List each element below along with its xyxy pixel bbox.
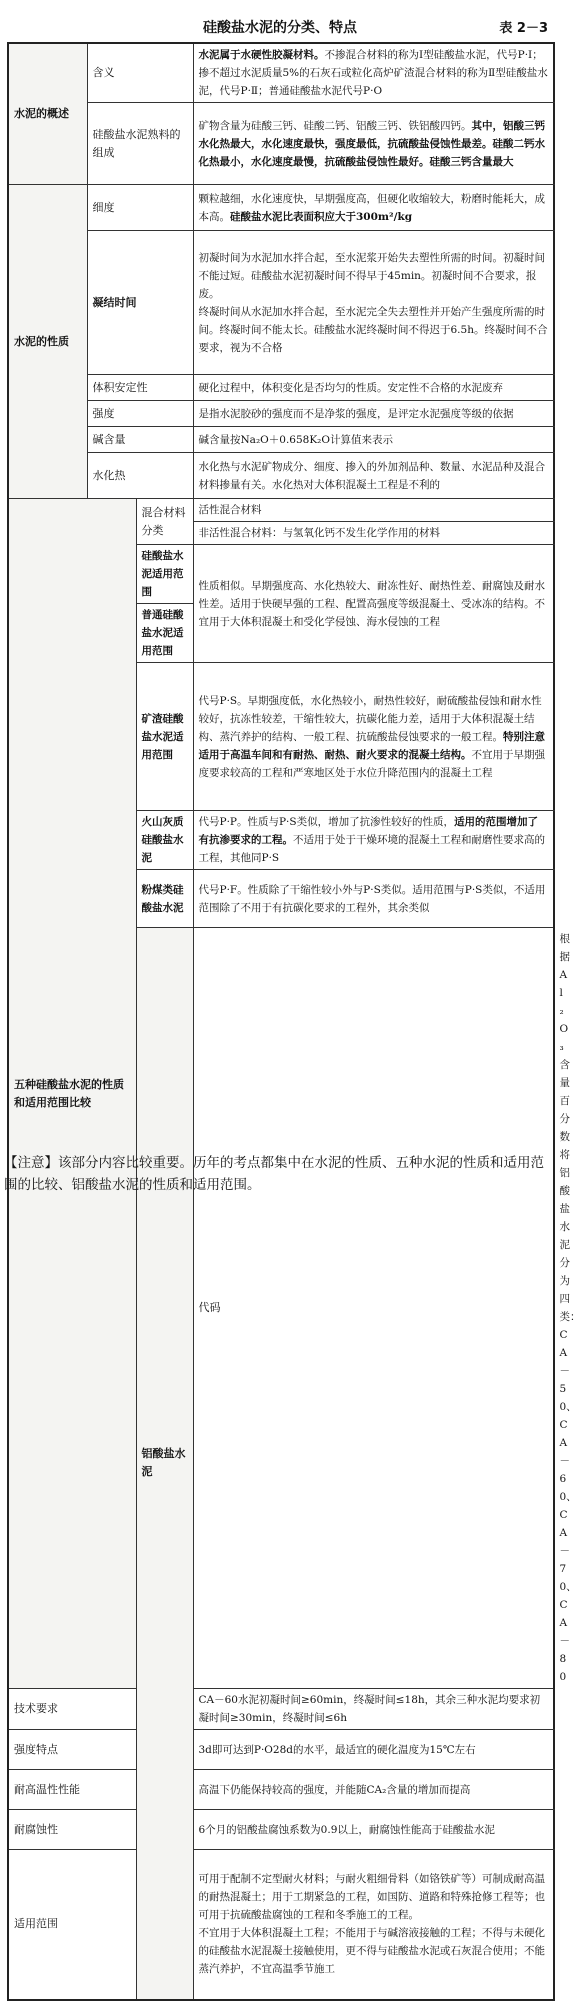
row-content: 3d即可达到P·O28d的水平，最适宜的硬化温度为15℃左右 [193,1730,554,1770]
row-label: 强度特点 [8,1730,136,1770]
row-label: 强度 [87,401,193,427]
row-label: 体积安定性 [87,375,193,401]
row-label: 含义 [87,43,193,103]
row-content: 代号P·S。早期强度低，水化热较小，耐热性较好，耐硫酸盐侵蚀和耐水性较好，抗冻性较差，干缩性较大，抗碳化能力差，适用于大体积混凝土结构、蒸汽养护的结构、一般工程、抗硫酸盐侵蚀要求的一般工程。特别注意适用于高温车间和有耐热、耐热、耐火要求的混凝土结构。不宜用于早期强度要求较高的工程和严寒地区处于水位升降范围内的混凝土工程 [193,663,554,811]
row-label: 硅酸盐水泥适用范围 [136,545,193,604]
note-text: 该部分内容比较重要。历年的考点都集中在水泥的性质、五种水泥的性质和适用范围的比较、铝酸盐水泥的性质和适用范围。 [4,1155,544,1193]
table-row [8,1770,554,1810]
row-label: 代码 [193,928,554,1689]
row-label: 火山灰质硅酸盐水泥 [136,811,193,870]
note-tag: 【注意】 [4,1155,58,1171]
section-properties: 水泥的性质 [8,185,87,499]
row-content: 水化热与水泥矿物成分、细度、掺入的外加剂品种、数量、水泥品种及混合材料掺量有关。水化热对大体积混凝土工程是不利的 [193,453,554,499]
row-label: 耐高温性性能 [8,1770,136,1810]
row-content: 6个月的铝酸盐腐蚀系数为0.9以上，耐腐蚀性能高于硅酸盐水泥 [193,1810,554,1850]
table-row [8,185,554,231]
table-row [8,453,554,499]
row-label: 硅酸盐水泥熟料的组成 [87,103,193,185]
table-row [8,427,554,453]
row-content: 代号P·P。性质与P·S类似，增加了抗渗性较好的性质，适用的范围增加了有抗渗要求的工程。不适用于处于干燥环境的混凝土工程和耐磨性要求高的工程，其他同P·S [193,811,554,870]
row-label: 适用范围 [8,1850,136,2000]
table-row [8,231,554,375]
row-content: 硬化过程中，体积变化是否均匀的性质。安定性不合格的水泥废弃 [193,375,554,401]
row-content: 活性混合材料 [193,499,554,522]
page-header [0,0,560,40]
row-label: 凝结时间 [87,231,193,375]
row-content: 非活性混合材料：与氢氧化钙不发生化学作用的材料 [193,522,554,545]
table-row [8,1730,554,1770]
row-content: 碱含量按Na₂O＋0.658K₂O计算值来表示 [193,427,554,453]
row-content: 是指水泥胶砂的强度而不是净浆的强度，是评定水泥强度等级的依据 [193,401,554,427]
row-label: 混合材料分类 [136,499,193,545]
table-row [8,375,554,401]
table-title: 硅酸盐水泥的分类、特点 [203,20,357,36]
cement-table [7,42,581,2001]
section-overview: 水泥的概述 [8,43,87,185]
row-content: 可用于配制不定型耐火材料；与耐火粗细骨料（如铬铁矿等）可制成耐高温的耐热混凝土；用于工期紧急的工程，如国防、道路和特殊抢修工程等；也可用于抗硫酸盐腐蚀的工程和冬季施工的工程。 不宜用于大体积混凝土工程；不能用于与碱溶液接触的工程；不得与未硬化的硅酸盐水泥混凝土接触使用，更不得与硅酸盐水泥或石灰混合使用；不能蒸汽养护，不宜高温季节施工 [193,1850,554,2000]
row-label: 碱含量 [87,427,193,453]
row-content: CA－60水泥初凝时间≥60min，终凝时间≤18h，其余三种水泥均要求初凝时间≥30min，终凝时间≤6h [193,1689,554,1730]
row-label: 粉煤类硅酸盐水泥 [136,870,193,928]
table-number: 表 2－3 [499,21,548,36]
row-label: 技术要求 [8,1689,136,1730]
row-label: 水化热 [87,453,193,499]
row-content: 矿物含量为硅酸三钙、硅酸二钙、铝酸三钙、铁铝酸四钙。其中，铝酸三钙水化热最大，水化速度最快，强度最低，抗硫酸盐侵蚀性最差。硅酸二钙水化热最小，水化速度最慢，抗硫酸盐侵蚀性最好。硅酸三钙含量最大 [193,103,554,185]
note-paragraph [4,1152,556,1196]
row-content: 初凝时间为水泥加水拌合起，至水泥浆开始失去塑性所需的时间。初凝时间不能过短。硅酸盐水泥初凝时间不得早于45min。初凝时间不合要求，报废。 终凝时间从水泥加水拌合起，至水泥完全失去塑性并开始产生强度所需的时间。终凝时间不能太长。硅酸盐水泥终凝时间不得迟于6.5h。终凝时间不合要求，视为不合格 [193,231,554,375]
row-content: 高温下仍能保持较高的强度，并能随CA₂含量的增加而提高 [193,1770,554,1810]
row-label: 矿渣硅酸盐水泥适用范围 [136,663,193,811]
table-row [8,1850,554,2000]
section-five-cements: 五种硅酸盐水泥的性质和适用范围比较 [8,499,136,1689]
row-content: 代号P·F。性质除了干缩性较小外与P·S类似。适用范围与P·S类似，不适用范围除了不用于有抗碳化要求的工程外，其余类似 [193,870,554,928]
table-row [8,401,554,427]
row-label: 耐腐蚀性 [8,1810,136,1850]
row-label: 细度 [87,185,193,231]
table-row [8,43,554,103]
row-label: 普通硅酸盐水泥适用范围 [136,604,193,663]
row-content: 性质相似。早期强度高、水化热较大、耐冻性好、耐热性差、耐腐蚀及耐水性差。适用于快硬早强的工程、配置高强度等级混凝土、受冰冻的结构。不宜用于大体积混凝土和受化学侵蚀、海水侵蚀的工程 [193,545,554,663]
row-content: 水泥属于水硬性胶凝材料。不掺混合材料的称为Ⅰ型硅酸盐水泥，代号P·Ⅰ；掺不超过水泥质量5%的石灰石或粒化高炉矿渣混合材料的称为Ⅱ型硅酸盐水泥，代号P·Ⅱ；普通硅酸盐水泥代号P·O [193,43,554,103]
table-row [8,499,554,522]
table-row [8,1810,554,1850]
table-row: 铝酸盐水泥 代码 根据Al₂O₃含量百分数将铝酸盐水泥分为四类：CA－50、CA－60、CA－70、CA－80 [8,928,554,1689]
table-row [8,1689,554,1730]
section-alumina: 铝酸盐水泥 [136,928,193,2000]
table-row [8,103,554,185]
row-content: 颗粒越细，水化速度快，早期强度高，但硬化收缩较大，粉磨时能耗大，成本高。硅酸盐水泥比表面积应大于300m²/kg [193,185,554,231]
